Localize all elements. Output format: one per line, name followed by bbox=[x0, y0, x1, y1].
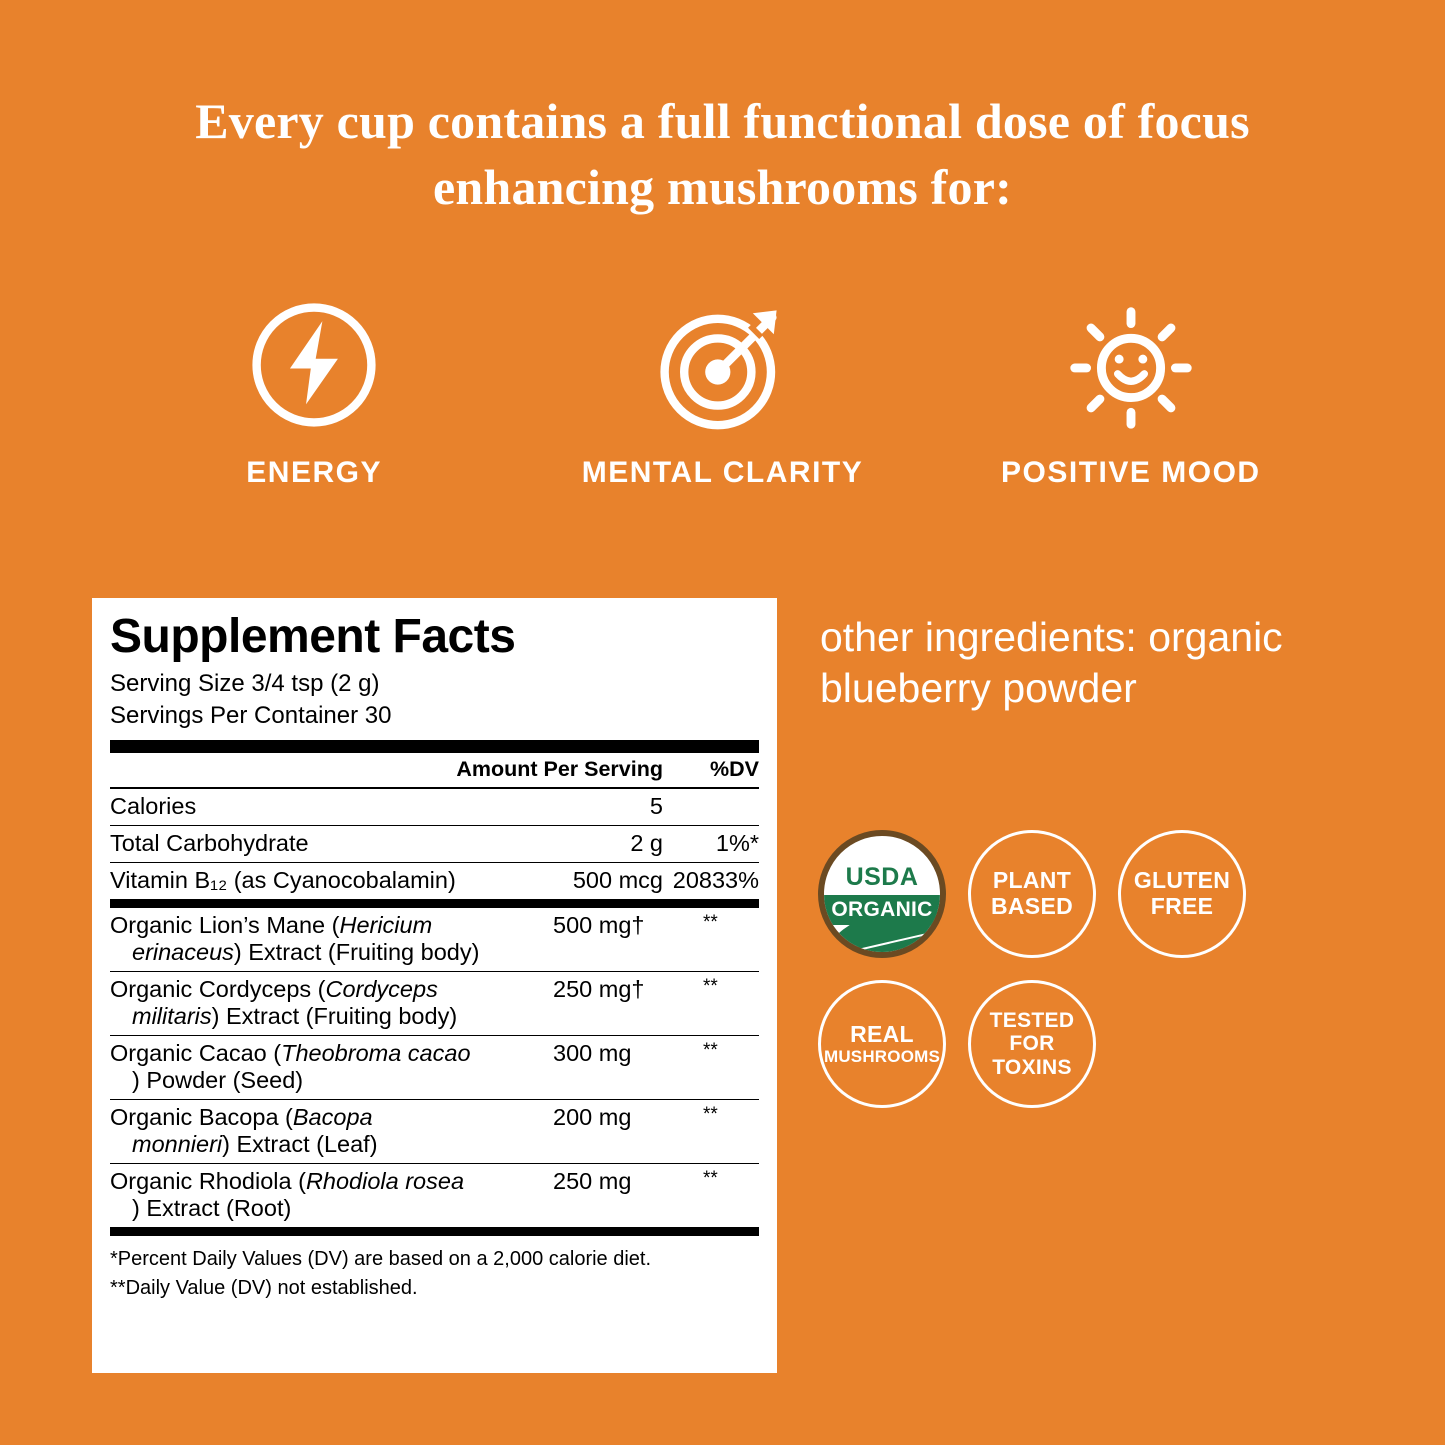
usda-organic-badge bbox=[818, 830, 946, 958]
table-row bbox=[110, 825, 759, 862]
divider-mid bbox=[110, 899, 759, 908]
footnote-daily-value: *Percent Daily Values (DV) are based on a 2,000 calorie diet. bbox=[110, 1247, 652, 1270]
serving-size: Serving Size 3/4 tsp (2 g) bbox=[110, 670, 380, 698]
ingredient-latin-part: Cordyceps bbox=[325, 975, 438, 1002]
table-row bbox=[110, 862, 759, 899]
badge-plant-based bbox=[968, 830, 1096, 958]
badge-line-1: PLANT bbox=[992, 867, 1072, 894]
benefits-row bbox=[110, 295, 1335, 492]
ingredient-latin-part: Theobroma cacao bbox=[281, 1039, 471, 1066]
footnote-not-established: **Daily Value (DV) not established. bbox=[110, 1276, 418, 1299]
badge-line-1: REAL bbox=[850, 1020, 914, 1047]
badges-group bbox=[818, 830, 1358, 1130]
benefit-energy bbox=[164, 295, 464, 492]
ingredients-table bbox=[110, 908, 759, 1227]
ingredient-name-part-2: ) Extract (Fruiting body) bbox=[233, 938, 480, 965]
nutrient-dv bbox=[663, 789, 759, 826]
badge-row-1 bbox=[818, 830, 1358, 958]
ingredient-latin-part-2: militaris bbox=[132, 1002, 212, 1029]
nutrient-amount: 2 g bbox=[549, 825, 663, 862]
badge-gluten-free bbox=[1118, 830, 1246, 958]
header-amount-per-serving: Amount Per Serving bbox=[456, 756, 663, 781]
ingredient-name-part-2: ) Powder (Seed) bbox=[132, 1066, 304, 1093]
ingredient-latin-part: Hericium bbox=[339, 911, 433, 938]
table-row bbox=[110, 1035, 759, 1099]
ingredient-name-part-2: ) Extract (Root) bbox=[132, 1194, 292, 1221]
nutrient-name: Vitamin B₁₂ (as Cyanocobalamin) bbox=[110, 862, 549, 899]
nutrient-name: Total Carbohydrate bbox=[110, 825, 549, 862]
ingredient-name bbox=[110, 908, 553, 972]
ingredient-name bbox=[110, 1163, 553, 1227]
badge-line-1: TESTED bbox=[989, 1008, 1075, 1032]
badge-line-2: FREE bbox=[1150, 893, 1214, 919]
badge-real-mushrooms bbox=[818, 980, 946, 1108]
ingredient-name-part: Organic Cordyceps ( bbox=[110, 975, 326, 1002]
target-arrow-icon bbox=[652, 295, 792, 435]
ingredient-dv: ** bbox=[703, 1163, 759, 1227]
ingredient-latin-part-2: erinaceus bbox=[132, 938, 234, 965]
table-row bbox=[110, 789, 759, 826]
usda-label: USDA bbox=[845, 863, 919, 891]
ingredient-dv: ** bbox=[703, 911, 718, 933]
ingredient-name-part: Organic Bacopa ( bbox=[110, 1103, 293, 1130]
ingredient-name bbox=[110, 1099, 553, 1163]
header-percent-dv: %DV bbox=[710, 756, 759, 781]
nutrition-table bbox=[110, 753, 759, 787]
supplement-facts-title: Supplement Facts bbox=[110, 610, 516, 663]
ingredient-dv: ** bbox=[703, 1099, 759, 1163]
ingredient-amount: 300 mg bbox=[553, 1035, 703, 1099]
sun-icon bbox=[1057, 295, 1205, 435]
badge-line-2: BASED bbox=[990, 893, 1073, 919]
ingredient-amount: 200 mg bbox=[553, 1099, 703, 1163]
badge-row-2 bbox=[818, 980, 1358, 1108]
ingredient-name-part: Organic Lion’s Mane ( bbox=[110, 911, 340, 938]
ingredient-name-part-2: ) Extract (Fruiting body) bbox=[211, 1002, 458, 1029]
servings-per-container: Servings Per Container 30 bbox=[110, 702, 392, 730]
ingredient-name-part: Organic Cacao ( bbox=[110, 1039, 282, 1066]
ingredient-name bbox=[110, 1035, 553, 1099]
table-row bbox=[110, 1099, 759, 1163]
divider-thick bbox=[110, 740, 759, 753]
ingredient-latin-part: Rhodiola rosea bbox=[305, 1167, 465, 1194]
ingredient-latin-part-2: monnieri bbox=[132, 1130, 223, 1157]
table-header-row bbox=[110, 753, 759, 787]
divider-mid-2 bbox=[110, 1227, 759, 1236]
ingredient-name-part-2: ) Extract (Leaf) bbox=[222, 1130, 378, 1157]
supplement-facts-panel bbox=[92, 598, 777, 1373]
ingredient-dv: ** bbox=[703, 971, 759, 1035]
nutrient-amount: 500 mcg bbox=[549, 862, 663, 899]
organic-label: ORGANIC bbox=[822, 895, 941, 925]
badge-line-2: MUSHROOMS bbox=[823, 1047, 941, 1067]
ingredient-amount: 250 mg bbox=[553, 1163, 703, 1227]
ingredient-name-part: Organic Rhodiola ( bbox=[110, 1167, 306, 1194]
benefit-positive-mood bbox=[981, 295, 1281, 492]
page-title: Every cup contains a full functional dose of focus enhancing mushrooms for: bbox=[195, 93, 1250, 215]
benefit-label: POSITIVE MOOD bbox=[1001, 456, 1261, 489]
table-row bbox=[110, 971, 759, 1035]
footnotes bbox=[110, 1236, 759, 1303]
benefit-label: ENERGY bbox=[246, 456, 382, 489]
lightning-bolt-icon bbox=[244, 295, 384, 435]
table-row bbox=[110, 908, 759, 972]
ingredient-name bbox=[110, 971, 553, 1035]
ingredient-amount: 500 mg† bbox=[553, 911, 645, 938]
nutrient-dv: 1%* bbox=[663, 825, 759, 862]
benefit-mental-clarity bbox=[572, 295, 872, 492]
nutrient-name: Calories bbox=[110, 792, 197, 819]
ingredient-amount: 250 mg† bbox=[553, 971, 703, 1035]
badge-line-3: TOXINS bbox=[992, 1055, 1072, 1079]
ingredient-dv: ** bbox=[703, 1035, 759, 1099]
other-ingredients-text: other ingredients: organic blueberry powder bbox=[820, 614, 1283, 712]
badge-tested-for-toxins bbox=[968, 980, 1096, 1108]
ingredient-latin-part: Bacopa bbox=[292, 1103, 373, 1130]
nutrient-dv: 20833% bbox=[663, 862, 759, 899]
table-row bbox=[110, 1163, 759, 1227]
nutrients-table bbox=[110, 789, 759, 899]
badge-line-1: GLUTEN bbox=[1133, 867, 1231, 894]
benefit-label: MENTAL CLARITY bbox=[581, 456, 864, 489]
nutrient-amount: 5 bbox=[649, 792, 663, 819]
badge-line-2: FOR bbox=[1009, 1032, 1055, 1056]
